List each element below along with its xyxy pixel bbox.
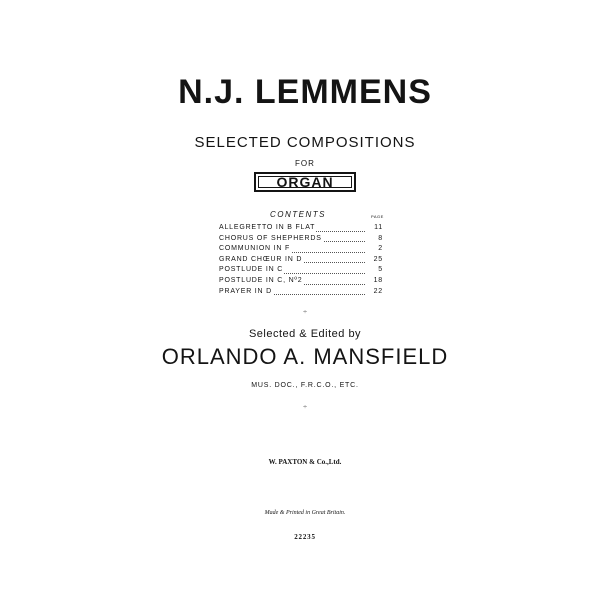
editor-name: ORLANDO A. MANSFIELD	[161, 344, 449, 369]
plate-number: 22235	[294, 533, 316, 541]
piece-title: PRAYER IN D	[219, 287, 273, 295]
ornament-divider: ÷	[303, 404, 307, 411]
contents-heading: CONTENTS	[270, 210, 326, 219]
piece-page: 22	[373, 287, 383, 295]
printing-note: Made & Printed in Great Britain.	[264, 510, 346, 516]
instrument-label: ORGAN	[276, 174, 334, 190]
piece-page: 2	[378, 245, 383, 253]
contents-row	[219, 265, 387, 276]
instrument-box	[254, 172, 356, 192]
piece-title: CHORUS OF SHEPHERDS	[219, 234, 322, 242]
piece-page: 25	[373, 255, 383, 263]
piece-page: 18	[373, 276, 383, 284]
composer-name: N.J. LEMMENS	[178, 73, 432, 111]
piece-title: COMMUNION IN F	[219, 245, 291, 253]
contents-row	[219, 244, 387, 255]
collection-title: SELECTED COMPOSITIONS	[194, 134, 416, 151]
ornament-divider: ÷	[303, 309, 307, 316]
publisher-name: W. PAXTON & Co.,Ltd.	[268, 458, 342, 466]
contents-row	[219, 276, 387, 287]
page-heading: PAGE	[371, 214, 384, 219]
piece-page: 8	[378, 234, 383, 242]
editor-credentials: MUS. DOC., F.R.C.O., ETC.	[251, 382, 359, 389]
contents-row	[219, 223, 387, 234]
piece-title: POSTLUDE IN C	[219, 266, 284, 274]
piece-title: GRAND CHŒUR IN D	[219, 255, 303, 263]
piece-page: 5	[378, 266, 383, 274]
contents-row	[219, 255, 387, 266]
contents-row	[219, 287, 387, 298]
piece-page: 11	[374, 224, 383, 231]
selected-edited-line: Selected & Edited by	[248, 328, 362, 340]
piece-title: POSTLUDE IN C, Nº2	[219, 276, 303, 284]
contents-list	[219, 223, 387, 297]
for-label: FOR	[295, 159, 315, 168]
piece-title: ALLEGRETTO IN B FLAT	[219, 224, 316, 231]
contents-row	[219, 234, 387, 245]
